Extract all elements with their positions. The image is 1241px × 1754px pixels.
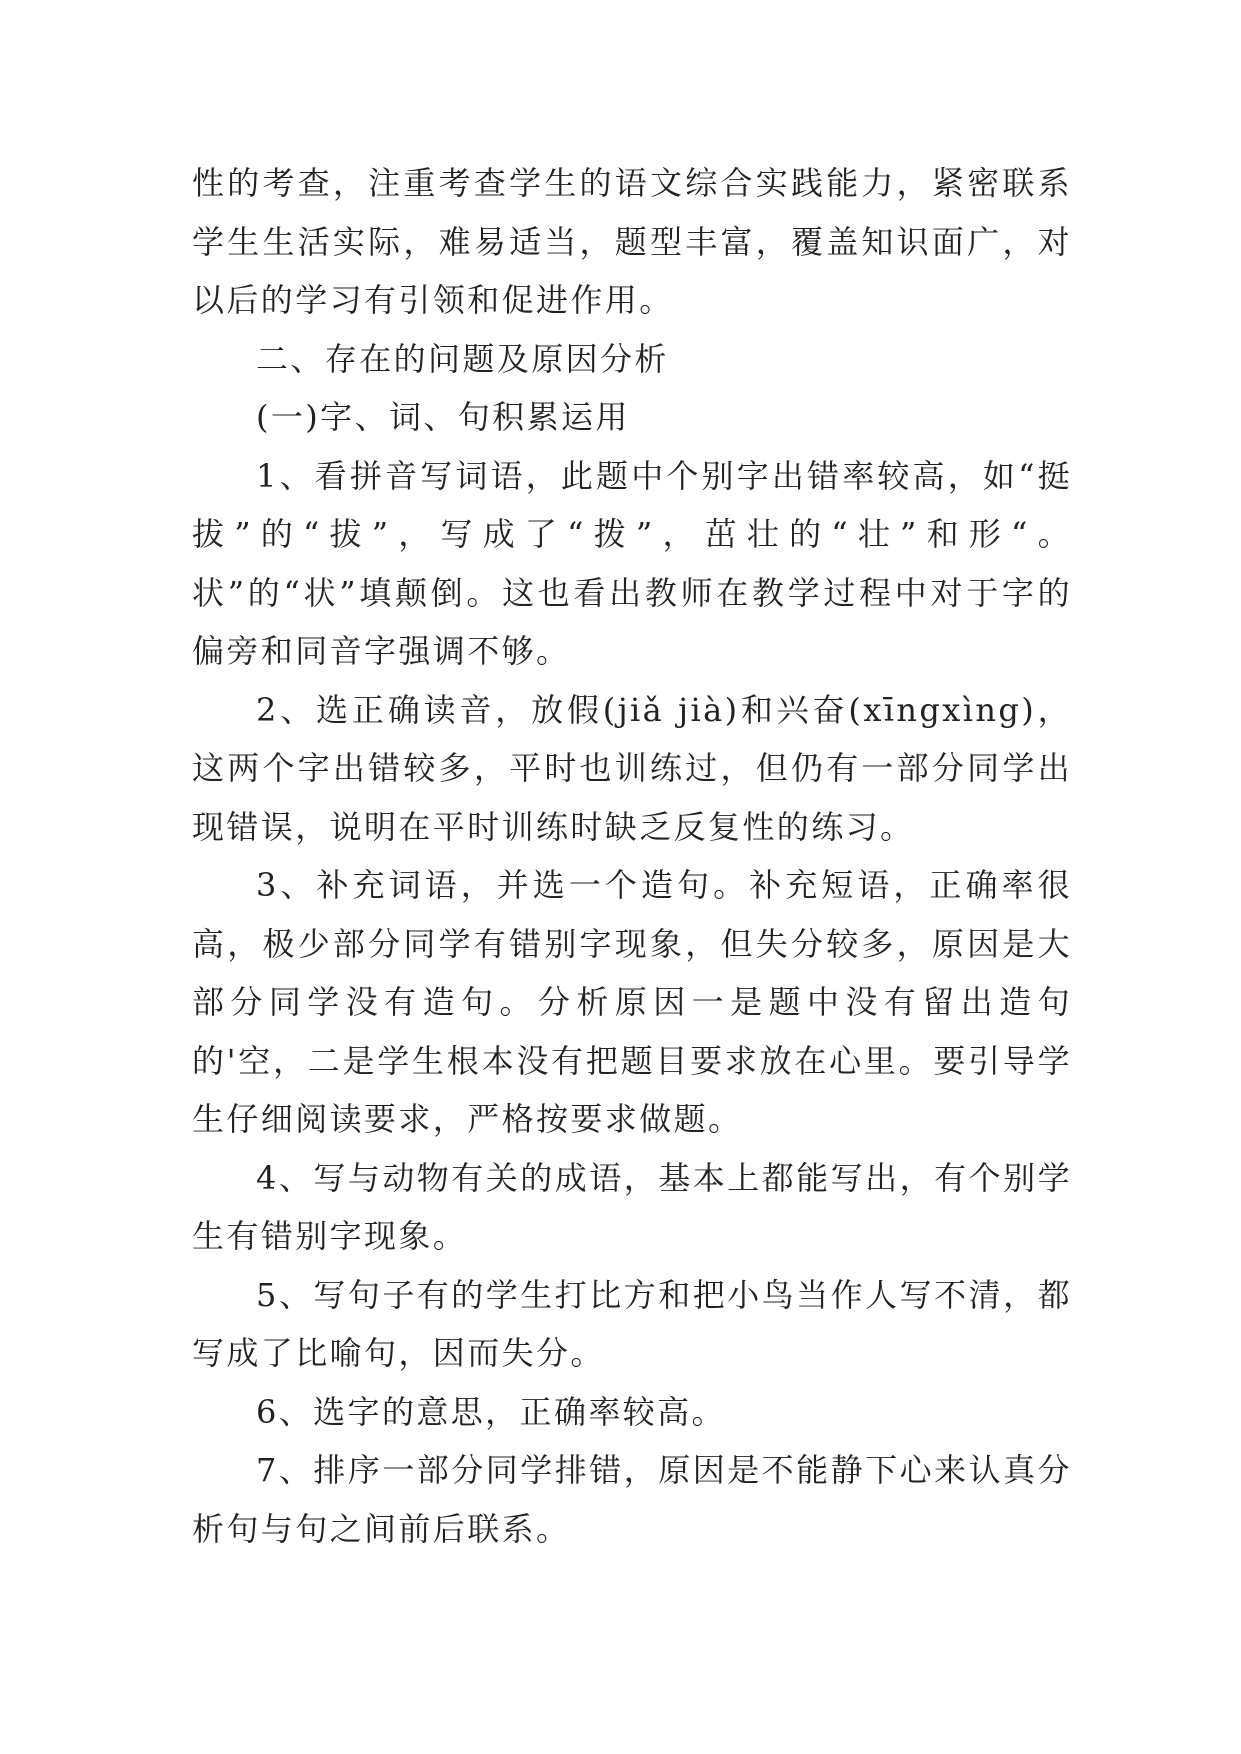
paragraph-item-4: 4、写与动物有关的成语，基本上都能写出，有个别学生有错别字现象。 (192, 1158, 1072, 1255)
paragraph-item-5: 5、写句子有的学生打比方和把小鸟当作人写不清，都写成了比喻句，因而失分。 (192, 1275, 1072, 1372)
document-body (192, 154, 1072, 1558)
paragraph-intro-continuation: 性的考查，注重考查学生的语文综合实践能力，紧密联系学生生活实际，难易适当，题型丰富，覆盖知识面广，对以后的学习有引领和促进作用。 (192, 164, 1072, 319)
subsection-heading-accumulation: (一)字、词、句积累运用 (256, 398, 630, 436)
paragraph-item-1: 1、看拼音写词语，此题中个别字出错率较高，如“挺拔”的“拔”，写成了“拨”，茁壮的“壮”和形“。状”的“状”填颠倒。这也看出教师在教学过程中对于字的偏旁和同音字强调不够。 (192, 456, 1072, 670)
paragraph-item-6: 6、选字的意思，正确率较高。 (256, 1392, 726, 1431)
paragraph-item-7: 7、排序一部分同学排错，原因是不能静下心来认真分析句与句之间前后联系。 (192, 1451, 1072, 1548)
paragraph-item-2: 2、选正确读音，放假(jiǎ jià)和兴奋(xīngxìng)，这两个字出错较多，平时也训练过，但仍有一部分同学出现错误，说明在平时训练时缺乏反复性的练习。 (192, 690, 1072, 846)
paragraph-item-3: 3、补充词语，并选一个造句。补充短语，正确率很高，极少部分同学有错别字现象，但失分较多，原因是大部分同学没有造句。分析原因一是题中没有留出造句的'空，二是学生根本没有把题目要求放在心里。要引导学生仔细阅读要求，严格按要求做题。 (192, 866, 1072, 1138)
section-heading-problems: 二、存在的问题及原因分析 (256, 339, 669, 378)
